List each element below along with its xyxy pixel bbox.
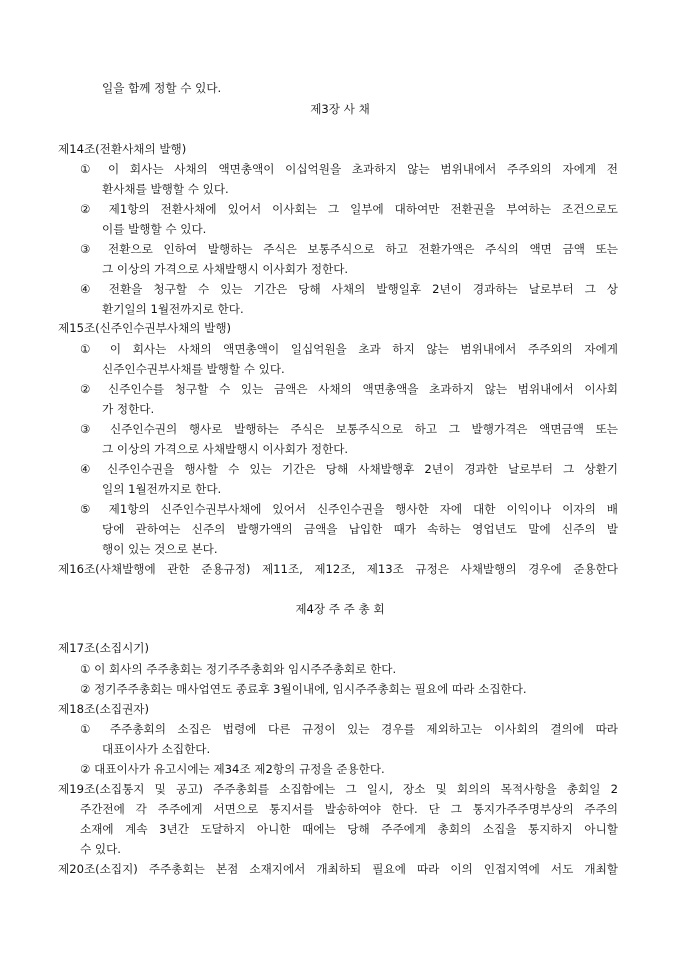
clause-line: ④ 신주인수권을 행사할 수 있는 기간은 당해 사채발행후 2년이 경과한 날로부터 그 상환기 <box>80 462 618 476</box>
clause-line: ① 주주총회의 소집은 법령에 다른 규정이 있는 경우를 제외하고는 이사회의 결의에 따라 <box>80 722 618 736</box>
text-line: 일을 함께 정할 수 있다. <box>102 81 222 95</box>
text-line: 환사채를 발행할 수 있다. <box>102 182 229 196</box>
text-line: 이를 발행할 수 있다. <box>102 222 207 236</box>
text-line: 환기일의 1월전까지로 한다. <box>102 302 244 316</box>
clause-line: ⑤ 제1항의 신주인수권부사채에 있어서 신주인수권을 행사한 자에 대한 이익이나 이자의 배 <box>80 502 618 516</box>
article-heading: 제15조(신주인수권부사채의 발행) <box>58 321 232 335</box>
text-line: 대표이사가 소집한다. <box>102 742 211 756</box>
text-line: 행이 있는 것으로 본다. <box>102 542 218 556</box>
clause-line: ① 이 회사는 사채의 액면총액이 일십억원을 초과 하지 않는 범위내에서 주주외의 자에게 <box>80 342 618 356</box>
article-heading: 제16조(사채발행에 관한 준용규정) 제11조, 제12조, 제13조 규정은 사채발행의 경우에 준용한다 <box>58 562 618 576</box>
text-line: 수 있다. <box>80 842 121 856</box>
clause-line: ③ 신주인수권의 행사로 발행하는 주식은 보통주식으로 하고 그 발행가격은 액면금액 또는 <box>80 422 618 436</box>
text-line: 그 이상의 가격으로 사채발행시 이사회가 정한다. <box>102 262 349 276</box>
article-heading: 제20조(소집지) 주주총회는 본점 소재지에서 개최하되 필요에 따라 이의 인접지역에 서도 개최할 <box>58 862 618 876</box>
text-line: 일의 1월전까지로 한다. <box>102 482 222 496</box>
article-heading: 제17조(소집시기) <box>58 641 149 655</box>
clause-line: ③ 전환으로 인하여 발행하는 주식은 보통주식으로 하고 전환가액은 주식의 액면 금액 또는 <box>80 242 618 256</box>
text-line: 당에 관하여는 신주의 발행가액의 금액을 납입한 때가 속하는 영업년도 말에 신주의 발 <box>102 522 618 536</box>
chapter-heading: 제3장 사 채 <box>310 102 370 116</box>
text-line: 가 정한다. <box>102 402 155 416</box>
text-line: 주간전에 각 주주에게 서면으로 통지서를 발송하여야 한다. 단 그 통지가주주명부상의 주주의 <box>80 802 618 816</box>
text-line: 신주인수권부사채를 발행할 수 있다. <box>102 362 285 376</box>
clause-line: ② 신주인수를 청구할 수 있는 금액은 사채의 액면총액을 초과하지 않는 범위내에서 이사회 <box>80 382 618 396</box>
clause-line: ② 제1항의 전환사채에 있어서 이사회는 그 일부에 대하여만 전환권을 부여하는 조건으로도 <box>80 202 618 216</box>
clause-line: ② 정기주주총회는 매사업연도 종료후 3월이내에, 임시주주총회는 필요에 따라 소집한다. <box>80 682 527 696</box>
text-line: 그 이상의 가격으로 사채발행시 이사회가 정한다. <box>102 442 349 456</box>
clause-line: ② 대표이사가 유고시에는 제34조 제2항의 규정을 준용한다. <box>80 762 385 776</box>
text-line: 소재에 계속 3년간 도달하지 아니한 때에는 당해 주주에게 총회의 소집을 통지하지 아니할 <box>80 822 618 836</box>
chapter-heading: 제4장 주 주 총 회 <box>295 602 385 616</box>
clause-line: ④ 전환을 청구할 수 있는 기간은 당해 사채의 발행일후 2년이 경과하는 날로부터 그 상 <box>80 282 618 296</box>
clause-line: ① 이 회사의 주주총회는 정기주주총회와 임시주주총회로 한다. <box>80 662 397 676</box>
article-heading: 제19조(소집통지 및 공고) 주주총회를 소집함에는 그 일시, 장소 및 회의의 목적사항을 총회일 2 <box>58 782 618 796</box>
clause-line: ① 이 회사는 사채의 액면총액이 이십억원을 초과하지 않는 범위내에서 주주외의 자에게 전 <box>80 162 618 176</box>
article-heading: 제18조(소집권자) <box>58 702 149 716</box>
article-heading: 제14조(전환사채의 발행) <box>58 142 187 156</box>
